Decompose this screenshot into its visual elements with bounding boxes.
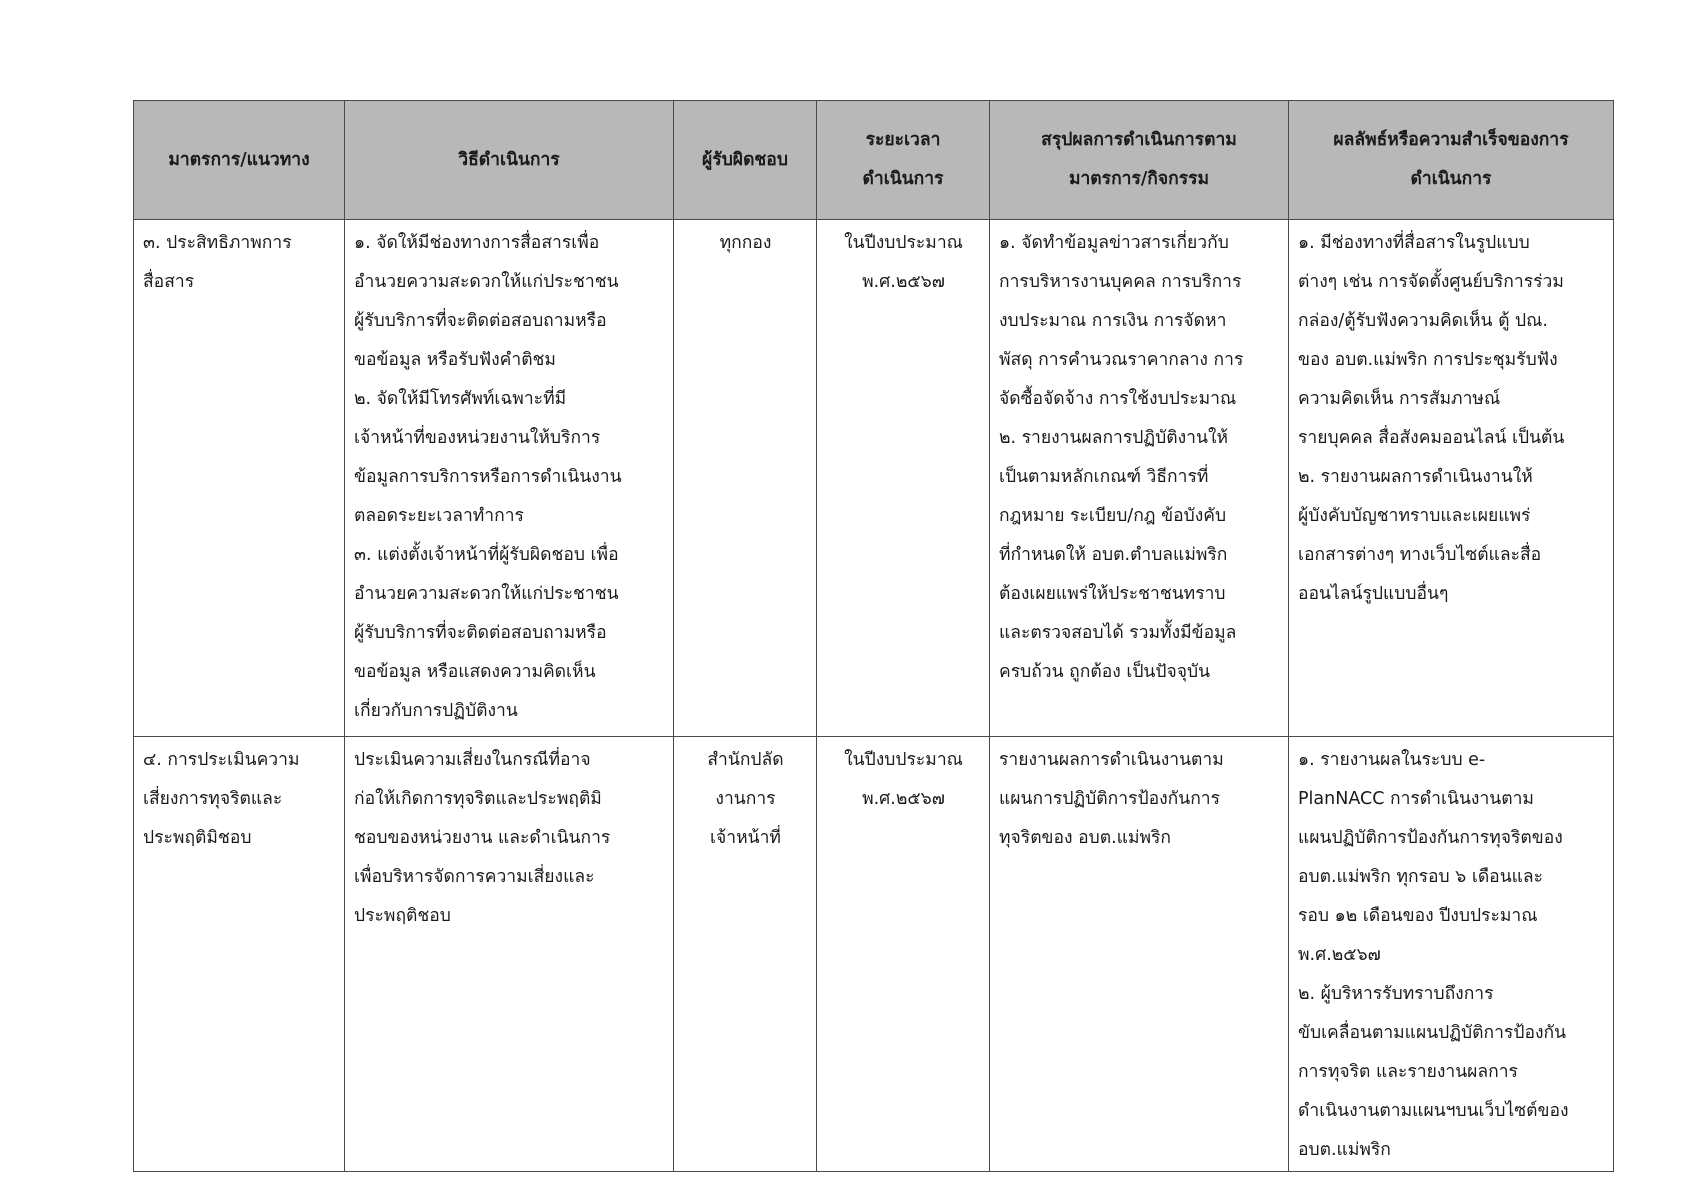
header-row	[134, 101, 1614, 220]
header-period: ระยะเวลา ดำเนินการ	[817, 101, 990, 220]
cell-responsible: สำนักปลัด งานการ เจ้าหน้าที่	[674, 737, 817, 1172]
header-responsible: ผู้รับผิดชอบ	[674, 101, 817, 220]
cell-method: ๑. จัดให้มีช่องทางการสื่อสารเพื่อ อำนวยความสะดวกให้แก่ประชาชน ผู้รับบริการที่จะติดต่อสอบถามหรือ ขอข้อมูล หรือรับฟังคำติชม ๒. จัดให้มีโทรศัพท์เฉพาะที่มี เจ้าหน้าที่ของหน่วยงานให้บริการ ข้อมูลการบริการหรือการดำเนินงาน ตลอดระยะเวลาทำการ ๓. แต่งตั้งเจ้าหน้าที่ผู้รับผิดชอบ เพื่อ อำนวยความสะดวกให้แก่ประชาชน ผู้รับบริการที่จะติดต่อสอบถามหรือ ขอข้อมูล หรือแสดงความคิดเห็น เกี่ยวกับการปฏิบัติงาน	[345, 220, 674, 737]
table-row	[134, 737, 1614, 1172]
table-row	[134, 220, 1614, 737]
cell-period: ในปีงบประมาณ พ.ศ.๒๕๖๗	[817, 220, 990, 737]
header-summary: สรุปผลการดำเนินการตาม มาตรการ/กิจกรรม	[990, 101, 1289, 220]
header-method: วิธีดำเนินการ	[345, 101, 674, 220]
report-table	[133, 100, 1614, 1172]
header-outcome: ผลลัพธ์หรือความสำเร็จของการ ดำเนินการ	[1289, 101, 1614, 220]
cell-outcome: ๑. รายงานผลในระบบ e- PlanNACC การดำเนินงานตาม แผนปฏิบัติการป้องกันการทุจริตของ อบต.แม่พริก ทุกรอบ ๖ เดือนและ รอบ ๑๒ เดือนของ ปีงบประมาณ พ.ศ.๒๕๖๗ ๒. ผู้บริหารรับทราบถึงการ ขับเคลื่อนตามแผนปฏิบัติการป้องกัน การทุจริต และรายงานผลการ ดำเนินงานตามแผนฯบนเว็บไซต์ของ อบต.แม่พริก	[1289, 737, 1614, 1172]
header-measure: มาตรการ/แนวทาง	[134, 101, 345, 220]
cell-period: ในปีงบประมาณ พ.ศ.๒๕๖๗	[817, 737, 990, 1172]
cell-outcome: ๑. มีช่องทางที่สื่อสารในรูปแบบ ต่างๆ เช่น การจัดตั้งศูนย์บริการร่วม กล่อง/ตู้รับฟังความคิดเห็น ตู้ ปณ. ของ อบต.แม่พริก การประชุมรับฟัง ความคิดเห็น การสัมภาษณ์ รายบุคคล สื่อสังคมออนไลน์ เป็นต้น ๒. รายงานผลการดำเนินงานให้ ผู้บังคับบัญชาทราบและเผยแพร่ เอกสารต่างๆ ทางเว็บไซต์และสื่อ ออนไลน์รูปแบบอื่นๆ	[1289, 220, 1614, 737]
cell-responsible: ทุกกอง	[674, 220, 817, 737]
cell-method: ประเมินความเสี่ยงในกรณีที่อาจ ก่อให้เกิดการทุจริตและประพฤติมิ ชอบของหน่วยงาน และดำเนินการ เพื่อบริหารจัดการความเสี่ยงและ ประพฤติชอบ	[345, 737, 674, 1172]
cell-summary: รายงานผลการดำเนินงานตาม แผนการปฏิบัติการป้องกันการ ทุจริตของ อบต.แม่พริก	[990, 737, 1289, 1172]
cell-measure: ๓. ประสิทธิภาพการ สื่อสาร	[134, 220, 345, 737]
cell-summary: ๑. จัดทำข้อมูลข่าวสารเกี่ยวกับ การบริหารงานบุคคล การบริการ งบประมาณ การเงิน การจัดหา พัสดุ การคำนวณราคากลาง การ จัดซื้อจัดจ้าง การใช้งบประมาณ ๒. รายงานผลการปฏิบัติงานให้ เป็นตามหลักเกณฑ์ วิธีการที่ กฎหมาย ระเบียบ/กฎ ข้อบังคับ ที่กำหนดให้ อบต.ตำบลแม่พริก ต้องเผยแพร่ให้ประชาชนทราบ และตรวจสอบได้ รวมทั้งมีข้อมูล ครบถ้วน ถูกต้อง เป็นปัจจุบัน	[990, 220, 1289, 737]
cell-measure: ๔. การประเมินความ เสี่ยงการทุจริตและ ประพฤติมิชอบ	[134, 737, 345, 1172]
